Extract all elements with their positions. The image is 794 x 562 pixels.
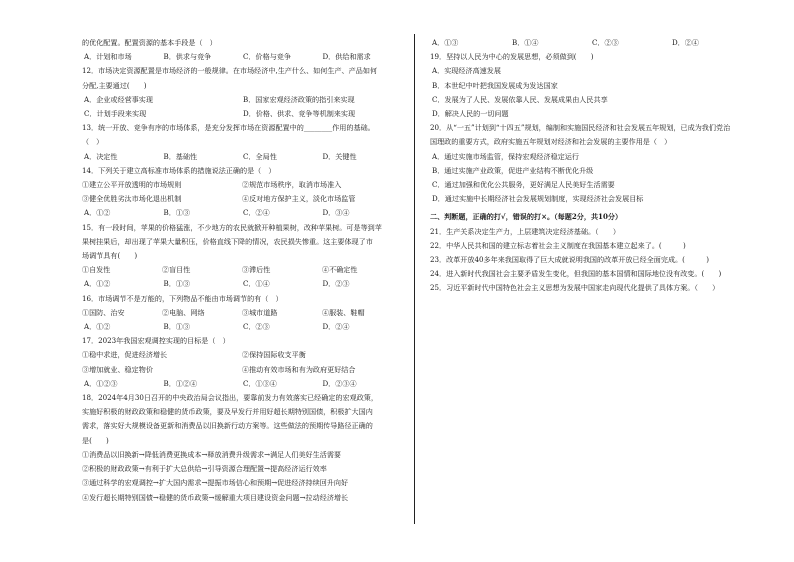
option: B．①③: [163, 208, 190, 218]
option: C．①④: [243, 279, 270, 289]
q19-option-a: A．实现经济高速发展: [432, 66, 501, 76]
q17-options: [82, 377, 402, 391]
item: ①建立公平开放透明的市场规则: [82, 180, 182, 190]
option: B．①③: [163, 279, 190, 289]
item: ④反对地方保护主义，淡化市场监管: [242, 194, 356, 204]
option: A．决定性: [84, 151, 118, 161]
item: ①国防、治安: [82, 307, 125, 317]
option: D．供给和需求: [322, 52, 371, 62]
item: ③城市道路: [242, 307, 278, 317]
q15-stem-cont: 场调节具有( ): [82, 251, 138, 261]
q20-option-b: B．通过实施产业政策，促进产业结构不断优化升级: [432, 165, 594, 175]
left-column: [82, 36, 402, 505]
q11-stem-tail: 的优化配置。配置资源的基本手段是（ ）: [82, 38, 217, 47]
q20-stem-cont: 国理政的重要方式，政府实施五年规划对经济和社会发展的主要作用是（ ）: [430, 137, 672, 147]
q21: 21．生产关系决定生产力，上层建筑决定经济基础。（ ）: [430, 226, 620, 236]
option: C．价格与竞争: [243, 52, 291, 62]
q15-items: [82, 263, 402, 277]
option: D．②③: [322, 279, 350, 289]
option: C．②③: [592, 38, 619, 47]
q18-item-3: ③通过科学的宏观调控→扩大国内需求→提振市场信心和预期→促进经济持续回升向好: [82, 478, 349, 488]
item: ②保持国际收支平衡: [242, 350, 306, 360]
q12-options-row1: [82, 93, 402, 107]
q18-stem-cont: 是( ): [82, 435, 109, 445]
q19-option-b: B．本世纪中叶把我国发展成为发达国家: [432, 80, 558, 90]
q18-item-1: ①消费品以旧换新→降低消费更换成本→释放消费升级需求→满足人们美好生活需要: [82, 449, 342, 459]
option: A．①②: [84, 208, 111, 218]
option: A．企业或经营事实现: [84, 94, 153, 104]
q12-stem: 12．市场决定资源配置是市场经济的一般规律。在市场经济中,生产什么、如何生产、产品如何: [82, 66, 378, 76]
option: B．基础性: [163, 151, 198, 161]
q14-items-row1: [82, 178, 402, 192]
q13-options: [82, 150, 402, 164]
q17-items-row1: [82, 348, 402, 362]
q19-option-d: D．解决人民的一切问题: [432, 109, 509, 119]
option: D．②④: [322, 322, 350, 332]
q14-items-row2: [82, 192, 402, 206]
q18-item-4: ④发行超长期特别国债→稳健的货币政策→缓解重大项目建设资金问题→拉动经济增长: [82, 492, 349, 502]
option: D．②③④: [322, 378, 357, 388]
right-column: [430, 36, 752, 296]
option: C．计划手段来实现: [84, 109, 147, 119]
section-heading-judgement: 二、判断题，正确的打√，错误的打×。（每题2分，共10分）: [430, 212, 623, 222]
option: B．供求与竞争: [163, 52, 212, 62]
option: C．②④: [243, 208, 270, 218]
q23: 23．改革开放40多年来我国取得了巨大成就说明我国的改革开放已经全面完成。( ): [430, 255, 709, 265]
option: D．②④: [672, 38, 699, 47]
item: ②电脑、网络: [162, 307, 205, 317]
q24: 24．进入新时代我国社会主要矛盾发生变化，但我国的基本国情和国际地位没有改变。( ): [430, 269, 722, 279]
q17-stem: 17．2023年我国宏观调控实现的目标是（ ）: [82, 336, 230, 346]
q19-option-c: C．发展为了人民、发展依靠人民、发展成果由人民共享: [432, 94, 608, 104]
q15-stem-cont: 果树挂果后，却出现了苹果大量积压，价格直线下降的情况，农民损失惨重。这主要体现了市: [82, 236, 373, 246]
option: A．①③: [432, 38, 459, 47]
q22: 22．中华人民共和国的建立标志着社会主义制度在我国基本建立起来了。( ): [430, 240, 686, 250]
q20-stem: 20．从“一五”计划到“十四五”规划，编制和实施国民经济和社会发展五年规划，已成为我们党治: [430, 123, 731, 133]
q25: 25．习近平新时代中国特色社会主义思想为发展中国家走向现代化提供了具体方案。（ ）: [430, 283, 720, 293]
q20-option-d: D．通过实施中长期经济社会发展规划制度，实现经济社会发展目标: [432, 194, 644, 204]
option: A．①②③: [84, 378, 118, 388]
item: ②盲目性: [162, 265, 191, 275]
q11-options: [82, 50, 402, 64]
q19-stem: 19．坚持以人民为中心的发展思想，必须做到( ): [430, 52, 594, 62]
option: C．①③④: [243, 378, 277, 388]
column-divider: [414, 34, 415, 524]
option: D．关键性: [322, 151, 357, 161]
q12-stem-cont: 分配,主要通过( ): [82, 80, 147, 90]
q18-stem-cont: 实施好积极的财政政策和稳健的货币政策，要及早发行并用好超长期特别国债，积极扩大国内: [82, 407, 373, 417]
option: D．价格、供求、竞争等机制来实现: [243, 109, 356, 119]
option: D．③④: [322, 208, 350, 218]
item: ③增加就业、稳定物价: [82, 364, 153, 374]
q18-stem: 18．2024年4月30日召开的中央政治局会议指出，要靠前发力有效落实已经确定的宏观政策，: [82, 393, 378, 403]
option: A．计划和市场: [84, 52, 132, 62]
option: B．①④: [512, 38, 539, 47]
q18-options: [430, 36, 752, 50]
q14-stem: 14．下列关于建立高标准市场体系的措施说法正确的是（ ）: [82, 165, 276, 175]
q20-option-c: C．通过加强和优化公共服务，更好满足人民美好生活需要: [432, 180, 615, 190]
item: ④推动有效市场和有为政府更好结合: [242, 364, 356, 374]
option: A．①②: [84, 322, 111, 332]
q17-items-row2: [82, 363, 402, 377]
q16-options: [82, 320, 402, 334]
q16-items: [82, 306, 402, 320]
q15-stem: 15．有一段时间，苹果的价格猛涨，不少地方的农民就掀开种植果树，改种苹果树。可是等到苹: [82, 222, 382, 232]
option: B．①③: [163, 322, 190, 332]
item: ②规范市场秩序，取消市场准入: [242, 180, 342, 190]
q16-stem: 16．市场调节不是万能的，下列物品不能由市场调节的有（ ）: [82, 293, 283, 303]
option: C．全局性: [243, 151, 277, 161]
option: C．②③: [243, 322, 270, 332]
item: ④服装、鞋帽: [322, 307, 365, 317]
item: ③滞后性: [242, 265, 271, 275]
q12-options-row2: [82, 107, 402, 121]
q13-stem-cont: （ ）: [82, 137, 104, 147]
option: A．①②: [84, 279, 111, 289]
item: ③健全优胜劣汰市场化退出机制: [82, 194, 182, 204]
q18-item-2: ②积极的财政政策→有利于扩大总供给→引导资源合理配置→提高经济运行效率: [82, 464, 327, 474]
option: B．国家宏观经济政策的指引来实现: [243, 94, 355, 104]
q18-stem-cont: 需求，落实好大规模设备更新和消费品以旧换新行动方案等。这些做法的预期传导路径正确的: [82, 421, 373, 431]
q14-options: [82, 206, 402, 220]
q13-stem: 13．统一开放、竞争有序的市场体系，是充分发挥市场在资源配置中的________作用的基础。: [82, 123, 375, 133]
option: B．①②④: [163, 378, 198, 388]
q20-option-a: A．通过实施市场监管，保持宏观经济稳定运行: [432, 151, 579, 161]
item: ①稳中求进，促进经济增长: [82, 350, 168, 360]
item: ④不确定性: [322, 265, 358, 275]
q15-options: [82, 277, 402, 291]
item: ①自发性: [82, 265, 111, 275]
